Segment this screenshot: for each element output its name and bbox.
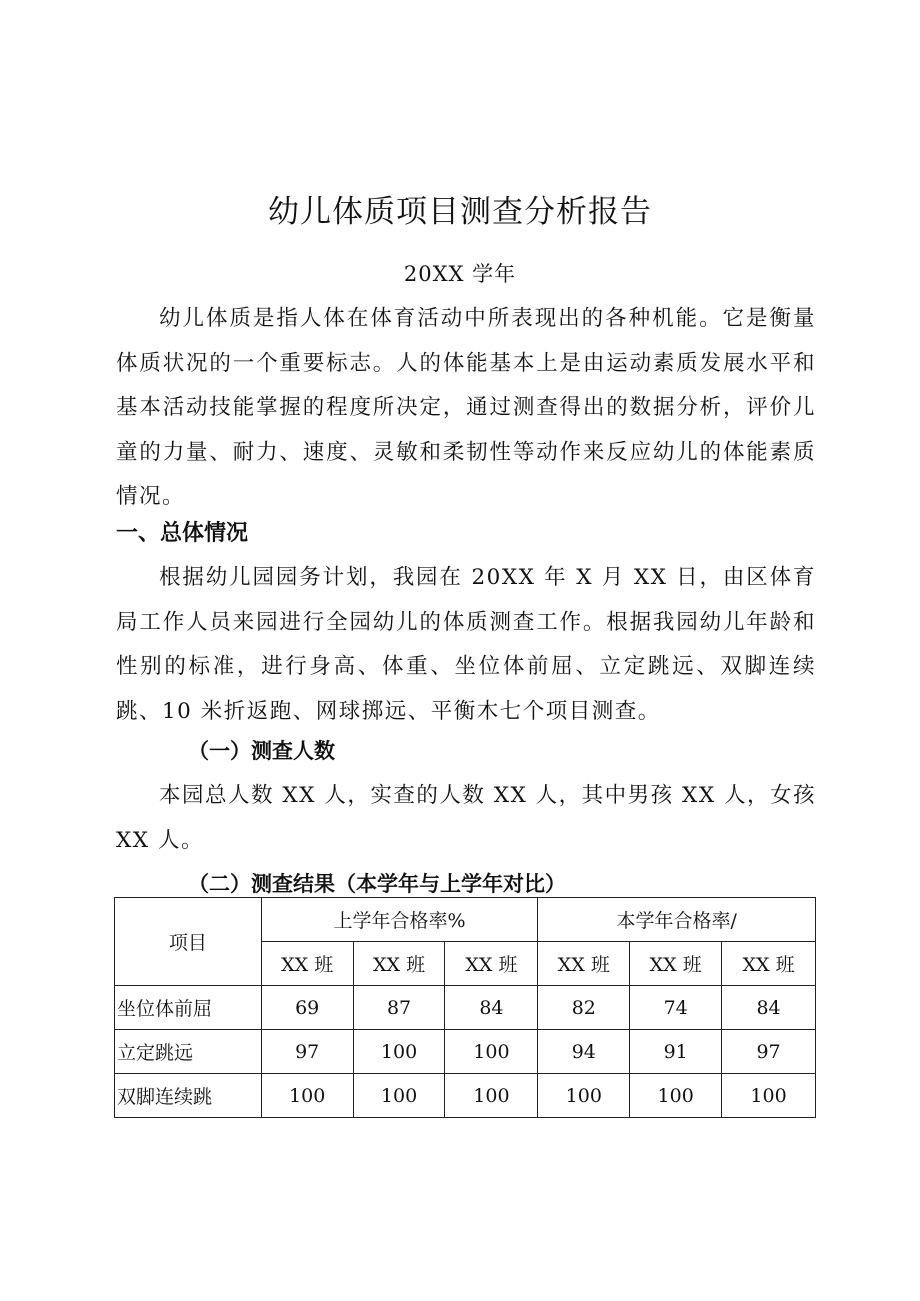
row-item: 立定跳远 [115,1030,262,1074]
table-row [115,986,816,1030]
table-cell: 100 [353,1074,445,1118]
table-cell: 100 [261,1074,353,1118]
row-item: 双脚连续跳 [115,1074,262,1118]
section1-heading: 一、总体情况 [116,521,249,546]
sub2-heading: （二）测查结果（本学年与上学年对比） [188,872,566,896]
table-header-row [115,898,816,942]
class-header: XX 班 [353,942,445,986]
table-cell: 100 [353,1030,445,1074]
class-header: XX 班 [261,942,353,986]
table-cell: 97 [261,1030,353,1074]
class-header: XX 班 [445,942,538,986]
table-cell: 94 [538,1030,630,1074]
table-cell: 87 [353,986,445,1030]
table-row [115,1074,816,1118]
table-cell: 91 [630,1030,722,1074]
intro-paragraph: 幼儿体质是指人体在体育活动中所表现出的各种机能。它是衡量体质状况的一个重要标志。人的体能基本上是由运动素质发展水平和基本活动技能掌握的程度所决定，通过测查得出的数据分析，评价儿童的力量、耐力、速度、灵敏和柔韧性等动作来反应幼儿的体能素质情况。 [116,306,816,509]
sub1-heading: （一）测查人数 [188,739,335,763]
section1-paragraph: 根据幼儿园园务计划，我园在 20XX 年 X 月 XX 日，由区体育局工作人员来园进行全园幼儿的体质测查工作。根据我园幼儿年龄和性别的标准，进行身高、体重、坐位体前屈、立定跳远、双脚连续跳、10 米折返跑、网球掷远、平衡木七个项目测查。 [116,565,816,724]
table-cell: 97 [722,1030,816,1074]
results-table [114,897,816,1118]
last-year-header: 上学年合格率% [261,898,538,942]
table-cell: 84 [445,986,538,1030]
sub1-paragraph: 本园总人数 XX 人，实查的人数 XX 人，其中男孩 XX 人，女孩 XX 人。 [116,783,816,853]
document-title: 幼儿体质项目测查分析报告 [268,194,652,230]
table-cell: 100 [445,1074,538,1118]
item-header: 项目 [115,898,262,986]
table-cell: 100 [630,1074,722,1118]
table-cell: 69 [261,986,353,1030]
document-subtitle: 20XX 学年 [403,262,517,286]
this-year-header: 本学年合格率/ [538,898,816,942]
table-cell: 84 [722,986,816,1030]
table-cell: 74 [630,986,722,1030]
class-header: XX 班 [538,942,630,986]
class-header: XX 班 [722,942,816,986]
table-cell: 100 [538,1074,630,1118]
class-header: XX 班 [630,942,722,986]
table-cell: 82 [538,986,630,1030]
row-item: 坐位体前屈 [115,986,262,1030]
table-row [115,1030,816,1074]
table-cell: 100 [445,1030,538,1074]
table-cell: 100 [722,1074,816,1118]
